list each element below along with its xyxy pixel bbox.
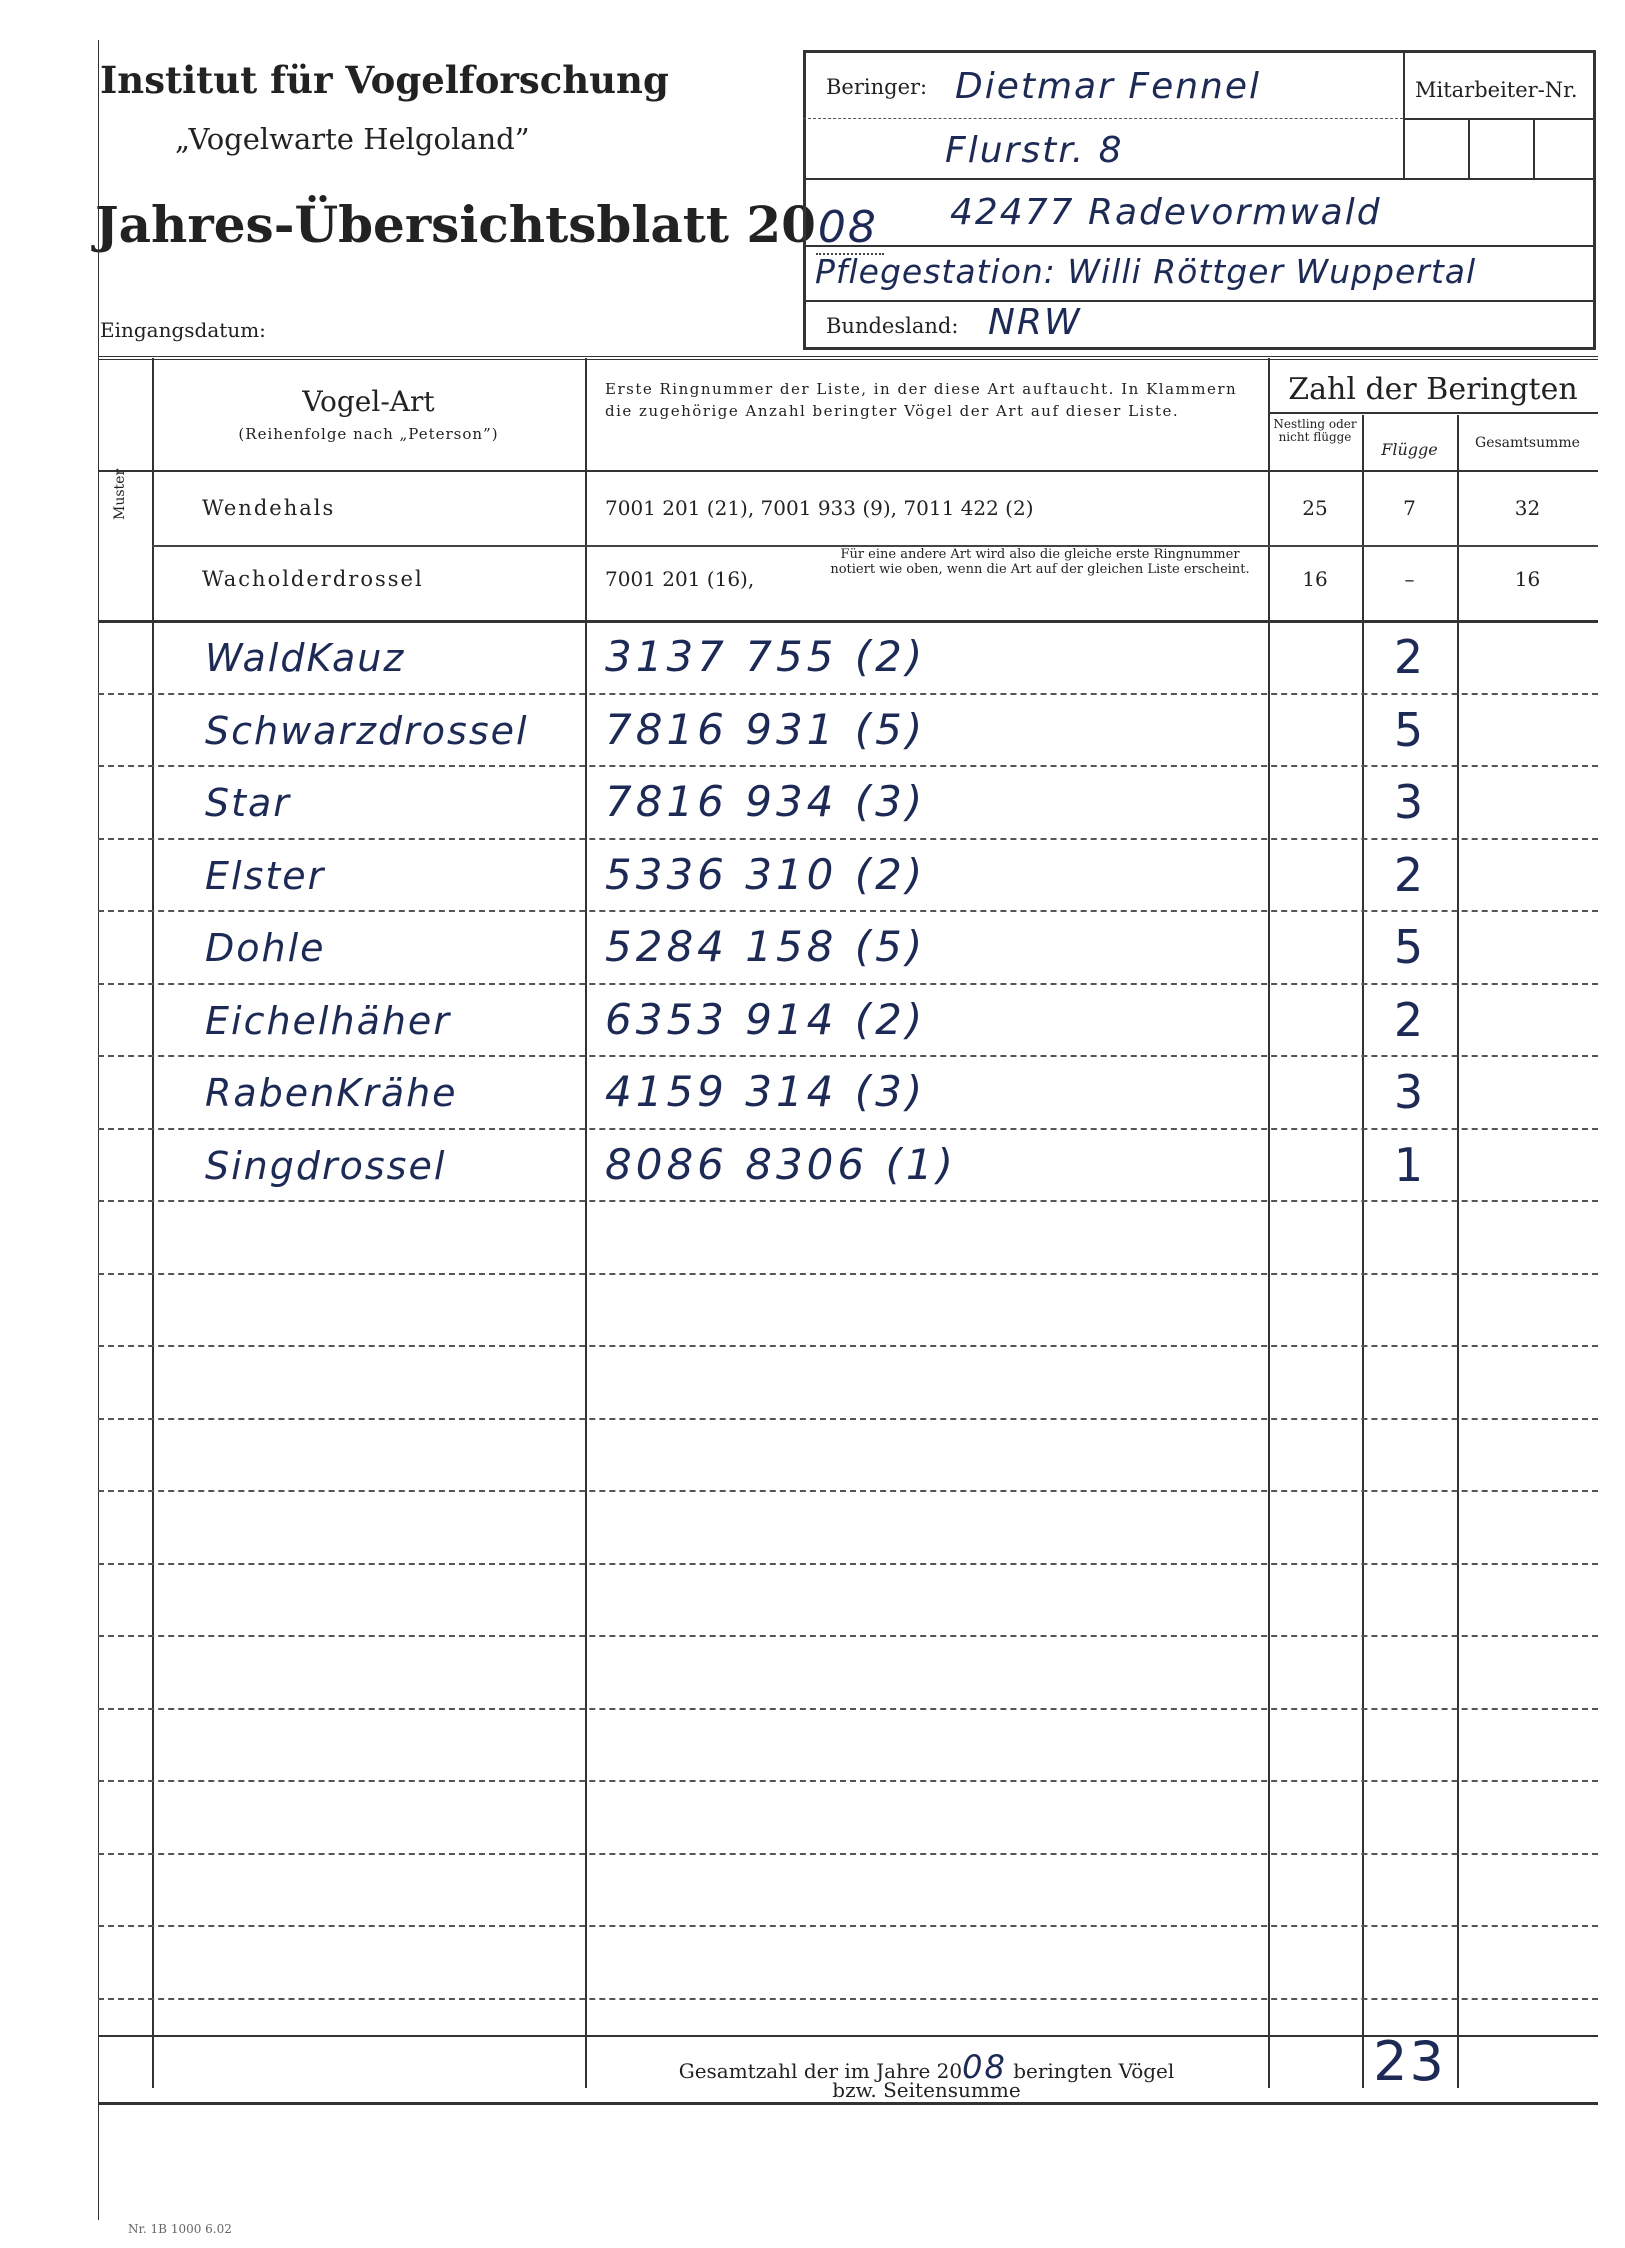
grown-count-cell: 5 xyxy=(1393,702,1426,757)
sample-grown: 7 xyxy=(1403,496,1416,520)
count-header-divider xyxy=(1268,412,1598,414)
table-row xyxy=(0,838,1625,911)
species-cell: WaldKauz xyxy=(205,636,406,680)
table-row xyxy=(0,910,1625,983)
table-bottom-border xyxy=(98,2102,1598,2105)
table-row xyxy=(0,1128,1625,1201)
ringer-box-divider xyxy=(803,118,1403,119)
species-cell: Schwarzdrossel xyxy=(205,708,529,753)
entry-date-label: Eingangsdatum: xyxy=(100,318,266,342)
row-divider xyxy=(98,1635,1598,1637)
employee-digit-cell xyxy=(1533,118,1535,178)
state-value: NRW xyxy=(988,302,1082,343)
ring-number-cell: 6353 914 (2) xyxy=(605,994,927,1044)
footer-total-pre: Gesamtzahl der im Jahre 20 xyxy=(678,2059,963,2083)
ringer-label: Beringer: xyxy=(826,75,928,99)
employee-digit-cell xyxy=(1468,118,1470,178)
ringer-street: Flurstr. 8 xyxy=(945,130,1124,171)
sample-total: 16 xyxy=(1514,567,1541,591)
table-row xyxy=(0,765,1625,838)
ring-header-desc: Erste Ringnummer der Liste, in der diese Art auftaucht. In Klammern die zugehörige Anzahl beringter Vögel der Art auf dieser Liste. xyxy=(605,380,1238,420)
ring-number-cell: 8086 8306 (1) xyxy=(605,1139,957,1189)
count-header-title: Zahl der Beringten xyxy=(1288,372,1578,407)
footer-total-year: 08 xyxy=(962,2048,1007,2086)
ringer-box-divider xyxy=(803,300,1596,302)
sample-species: Wacholderdrossel xyxy=(202,567,424,591)
sample-total: 32 xyxy=(1514,496,1541,520)
row-divider xyxy=(98,1708,1598,1710)
sample-row xyxy=(0,470,1625,545)
ring-number-cell: 5284 158 (5) xyxy=(605,922,927,971)
care-station: Pflegestation: Willi Röttger Wuppertal xyxy=(815,252,1477,291)
sample-rings: 7001 201 (21), 7001 933 (9), 7011 422 (2) xyxy=(605,496,1034,520)
form-code: Nr. 1B 1000 6.02 xyxy=(128,2222,232,2236)
grown-count-cell: 1 xyxy=(1393,1137,1426,1192)
ringer-city: 42477 Radevormwald xyxy=(950,192,1382,233)
sample-species: Wendehals xyxy=(202,496,336,520)
sample-grown: – xyxy=(1404,567,1415,591)
ring-number-cell: 7816 934 (3) xyxy=(605,777,927,826)
ring-number-cell: 4159 314 (3) xyxy=(605,1067,927,1116)
col-nestling-label: Nestling oder nicht flügge xyxy=(1273,417,1357,444)
row-divider xyxy=(98,1563,1598,1565)
table-top-border xyxy=(98,356,1598,360)
row-divider xyxy=(98,1200,1598,1202)
sample-nestling: 16 xyxy=(1302,567,1328,591)
grown-count-cell: 2 xyxy=(1393,630,1426,684)
ringer-box-divider xyxy=(803,178,1596,180)
footer-total-line2: bzw. Seitensumme xyxy=(832,2078,1021,2102)
footer-total-post: beringten Vögel xyxy=(1013,2059,1175,2083)
row-divider xyxy=(98,1273,1598,1275)
species-header-sub: (Reihenfolge nach „Peterson”) xyxy=(238,425,499,443)
species-header-title: Vogel-Art xyxy=(302,385,435,418)
sheet-title xyxy=(95,195,884,254)
ringer-name: Dietmar Fennel xyxy=(955,66,1261,107)
institute-name: Institut für Vogelforschung xyxy=(100,58,669,102)
row-divider xyxy=(98,1418,1598,1420)
employee-box-divider xyxy=(1403,118,1596,120)
footer-total-value: 23 xyxy=(1373,2030,1446,2093)
row-divider xyxy=(98,1780,1598,1782)
sample-nestling: 25 xyxy=(1302,496,1328,520)
col-total-label: Gesamtsumme xyxy=(1475,435,1580,451)
sample-row xyxy=(0,545,1625,620)
species-cell: Star xyxy=(205,781,291,825)
sample-rings: 7001 201 (16), xyxy=(605,567,755,591)
employee-no-label: Mitarbeiter-Nr. xyxy=(1415,78,1578,102)
employee-box-border xyxy=(1403,50,1405,178)
grown-count-cell: 3 xyxy=(1393,775,1426,829)
grown-count-cell: 2 xyxy=(1393,847,1426,902)
sample-label: Muster xyxy=(112,468,128,520)
state-label: Bundesland: xyxy=(826,314,959,338)
ringer-box-divider xyxy=(803,245,1596,247)
col-grown-label: Flügge xyxy=(1381,440,1438,459)
table-row xyxy=(0,1055,1625,1128)
sample-note: Für eine andere Art wird also die gleiche erste Ringnummer notiert wie oben, wenn die Art auf der gleichen Liste erscheint. xyxy=(830,547,1250,577)
species-cell: Elster xyxy=(205,853,326,898)
institute-subtitle: „Vogelwarte Helgoland” xyxy=(175,122,530,156)
species-cell: RabenKrähe xyxy=(205,1071,458,1115)
grown-count-cell: 3 xyxy=(1393,1065,1426,1119)
sheet-year: 08 xyxy=(816,202,884,255)
row-divider xyxy=(98,1925,1598,1927)
grown-count-cell: 5 xyxy=(1393,920,1426,974)
ring-number-cell: 7816 931 (5) xyxy=(605,704,927,754)
species-cell: Dohle xyxy=(205,926,326,970)
ring-number-cell: 5336 310 (2) xyxy=(605,849,927,899)
grown-count-cell: 2 xyxy=(1393,992,1426,1047)
row-divider xyxy=(98,1998,1598,2000)
row-divider xyxy=(98,1853,1598,1855)
table-row xyxy=(0,983,1625,1056)
species-cell: Eichelhäher xyxy=(205,998,451,1043)
table-row xyxy=(0,693,1625,766)
species-cell: Singdrossel xyxy=(205,1143,447,1188)
row-divider xyxy=(98,1345,1598,1347)
table-row xyxy=(0,620,1625,693)
ring-number-cell: 3137 755 (2) xyxy=(605,632,927,681)
row-divider xyxy=(98,1490,1598,1492)
sheet-title-text: Jahres-Übersichtsblatt 20 xyxy=(95,195,816,254)
